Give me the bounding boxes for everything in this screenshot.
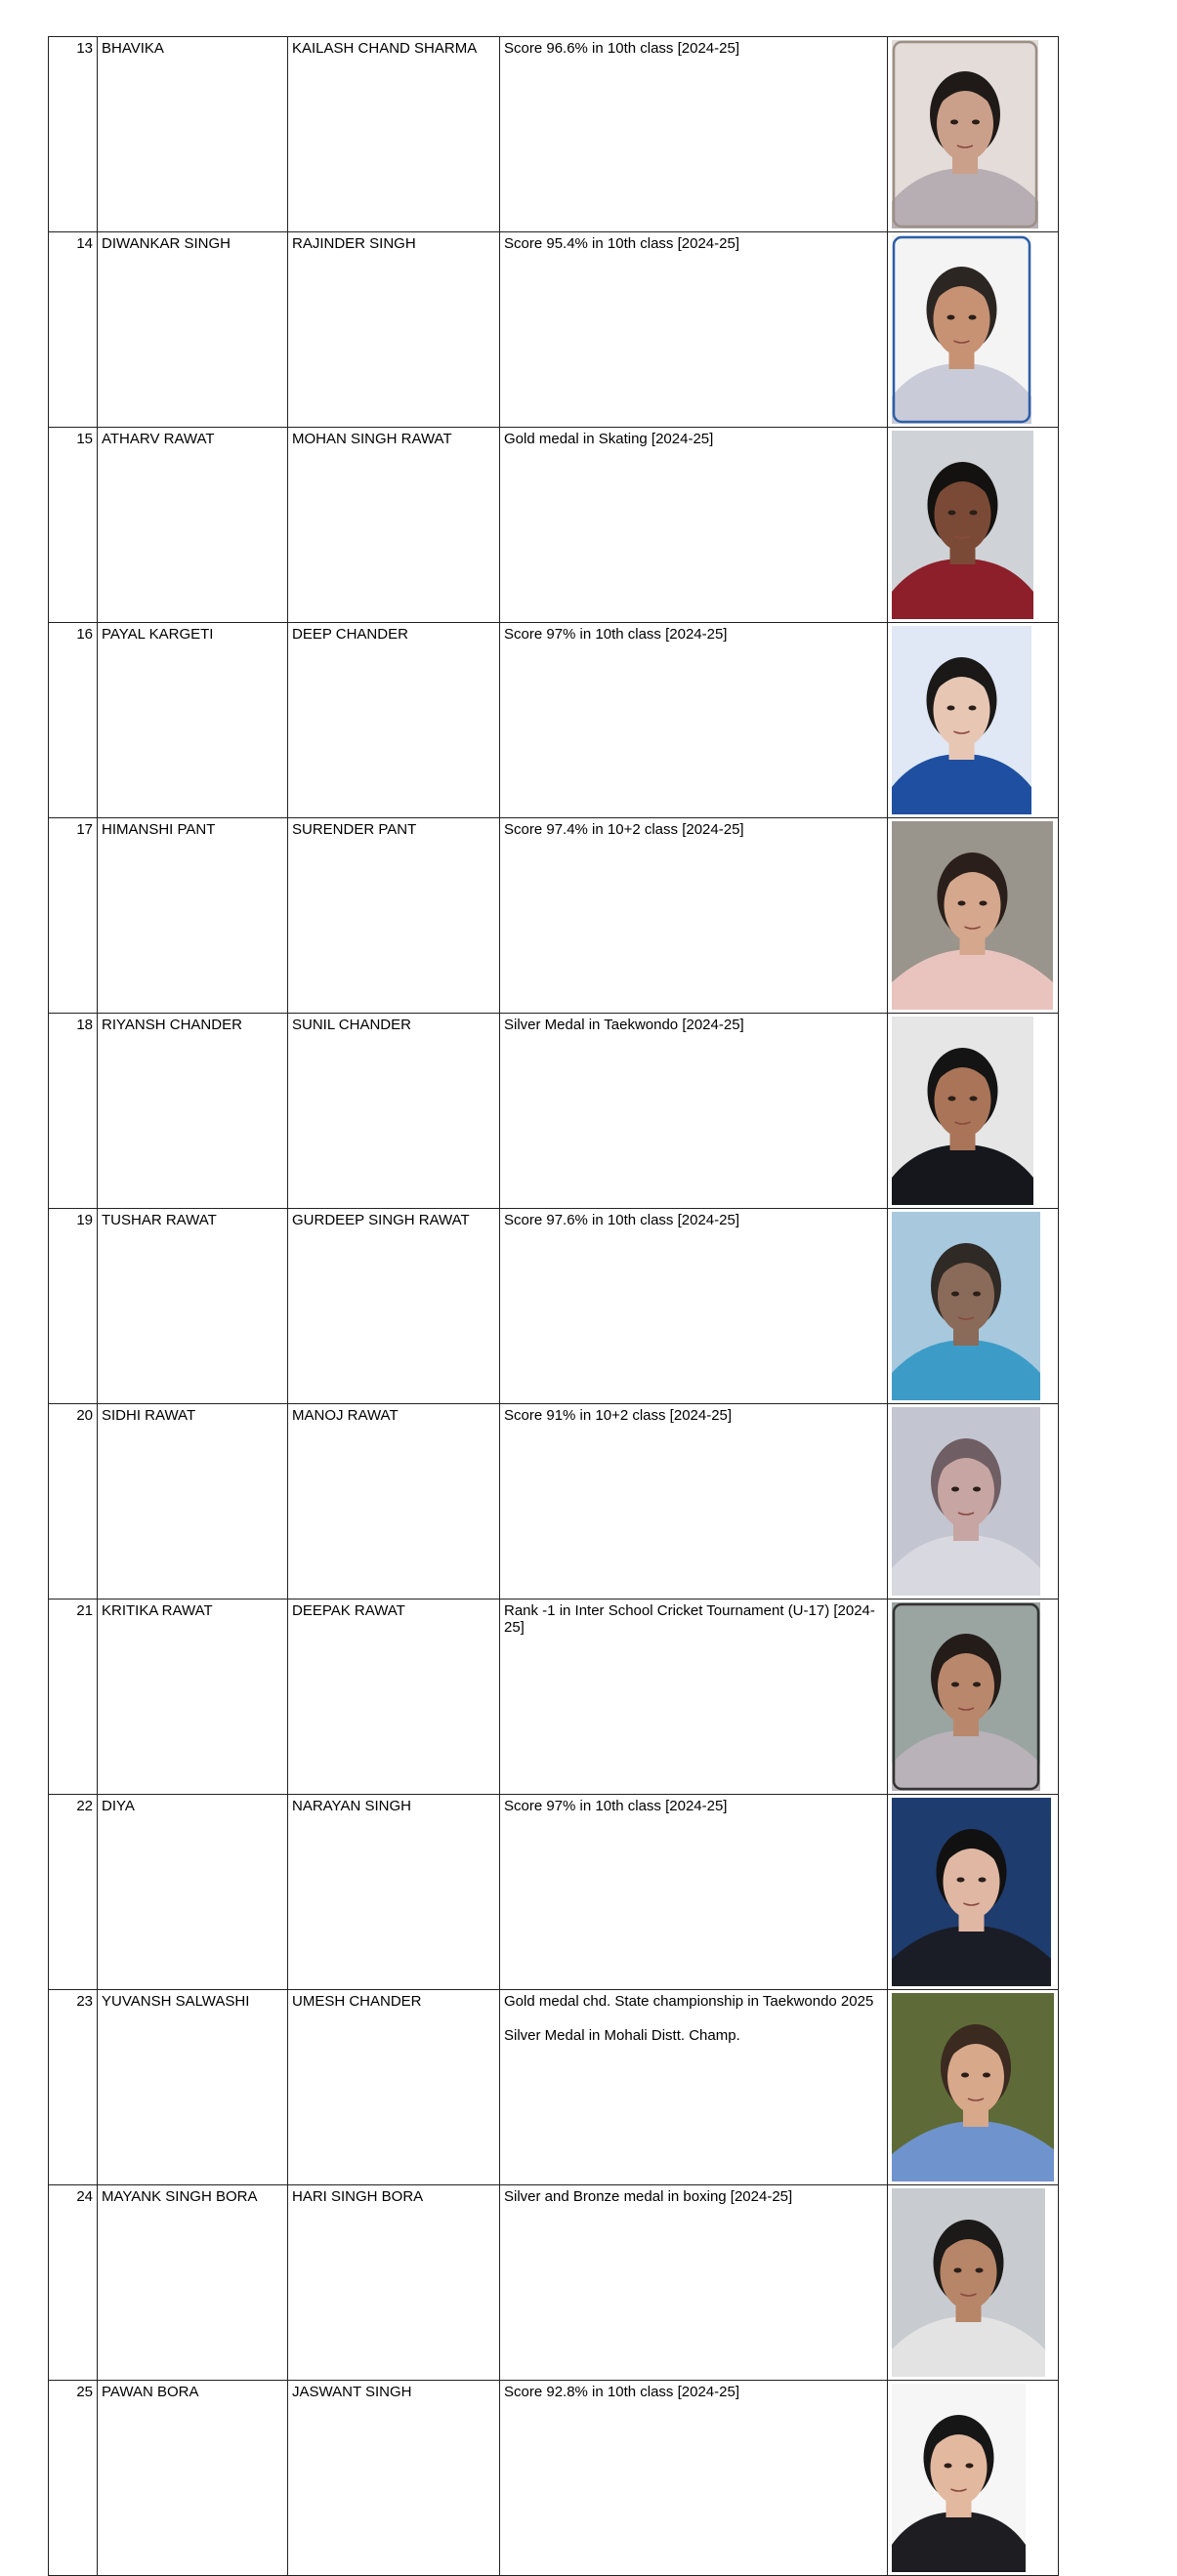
achievement-cell bbox=[500, 1990, 888, 2185]
achievement-cell bbox=[500, 1209, 888, 1404]
student-photo bbox=[892, 626, 1054, 814]
serial-number-cell bbox=[49, 818, 98, 1014]
student-photo bbox=[892, 1212, 1054, 1400]
achievement-cell bbox=[500, 2185, 888, 2381]
parent-name: UMESH CHANDER bbox=[292, 1993, 422, 2010]
parent-name: JASWANT SINGH bbox=[292, 2384, 412, 2400]
parent-name: GURDEEP SINGH RAWAT bbox=[292, 1212, 470, 1228]
photo-cell bbox=[888, 1795, 1059, 1990]
photo-cell bbox=[888, 1600, 1059, 1795]
achievement-cell bbox=[500, 623, 888, 818]
serial-number: 15 bbox=[76, 431, 93, 447]
student-photo bbox=[892, 2188, 1054, 2377]
achievement-cell bbox=[500, 232, 888, 428]
photo-cell bbox=[888, 818, 1059, 1014]
student-name: YUVANSH SALWASHI bbox=[102, 1993, 250, 2010]
table-row bbox=[49, 1990, 1059, 2185]
table-row bbox=[49, 1600, 1059, 1795]
table-row bbox=[49, 428, 1059, 623]
parent-name-cell bbox=[288, 1404, 500, 1600]
student-name-cell bbox=[98, 1990, 288, 2185]
serial-number-cell bbox=[49, 37, 98, 232]
achievement-text: Score 97% in 10th class [2024-25] bbox=[504, 1798, 728, 1814]
student-name: HIMANSHI PANT bbox=[102, 821, 216, 838]
table-row bbox=[49, 2185, 1059, 2381]
photo-cell bbox=[888, 37, 1059, 232]
table-row bbox=[49, 1209, 1059, 1404]
student-name-cell bbox=[98, 1600, 288, 1795]
student-name: DIWANKAR SINGH bbox=[102, 235, 231, 252]
achievement-cell bbox=[500, 428, 888, 623]
student-name: PAWAN BORA bbox=[102, 2384, 199, 2400]
achievement-cell bbox=[500, 1014, 888, 1209]
serial-number-cell bbox=[49, 1600, 98, 1795]
photo-cell bbox=[888, 428, 1059, 623]
achievement-text: Score 97% in 10th class [2024-25] bbox=[504, 626, 728, 643]
serial-number: 22 bbox=[76, 1798, 93, 1814]
parent-name: HARI SINGH BORA bbox=[292, 2188, 424, 2205]
student-photo bbox=[892, 1602, 1054, 1791]
records-table bbox=[48, 36, 1059, 2576]
parent-name: MOHAN SINGH RAWAT bbox=[292, 431, 452, 447]
parent-name-cell bbox=[288, 37, 500, 232]
serial-number: 13 bbox=[76, 40, 93, 57]
parent-name: RAJINDER SINGH bbox=[292, 235, 416, 252]
photo-cell bbox=[888, 2185, 1059, 2381]
serial-number: 16 bbox=[76, 626, 93, 643]
serial-number-cell bbox=[49, 623, 98, 818]
achievement-text: Gold medal chd. State championship in Taekwondo 2025 Silver Medal in Mohali Distt. Champ. bbox=[504, 1993, 874, 2044]
table-row bbox=[49, 1795, 1059, 1990]
serial-number: 23 bbox=[76, 1993, 93, 2010]
student-photo bbox=[892, 1798, 1054, 1986]
student-name-cell bbox=[98, 1209, 288, 1404]
table-row bbox=[49, 1404, 1059, 1600]
table-row bbox=[49, 1014, 1059, 1209]
student-name: TUSHAR RAWAT bbox=[102, 1212, 217, 1228]
student-photo bbox=[892, 1017, 1054, 1205]
parent-name-cell bbox=[288, 623, 500, 818]
student-name-cell bbox=[98, 232, 288, 428]
serial-number-cell bbox=[49, 2381, 98, 2576]
serial-number: 24 bbox=[76, 2188, 93, 2205]
parent-name-cell bbox=[288, 1795, 500, 1990]
achievement-cell bbox=[500, 1795, 888, 1990]
student-name: RIYANSH CHANDER bbox=[102, 1017, 242, 1033]
student-name: SIDHI RAWAT bbox=[102, 1407, 196, 1424]
student-photo bbox=[892, 821, 1054, 1010]
parent-name: DEEP CHANDER bbox=[292, 626, 408, 643]
parent-name: SURENDER PANT bbox=[292, 821, 417, 838]
student-photo bbox=[892, 40, 1054, 229]
achievement-text: Silver Medal in Taekwondo [2024-25] bbox=[504, 1017, 744, 1033]
serial-number-cell bbox=[49, 1795, 98, 1990]
achievement-cell bbox=[500, 2381, 888, 2576]
parent-name: MANOJ RAWAT bbox=[292, 1407, 399, 1424]
student-photo bbox=[892, 235, 1054, 424]
achievement-text: Score 97.4% in 10+2 class [2024-25] bbox=[504, 821, 744, 838]
student-photo bbox=[892, 1407, 1054, 1596]
table-row bbox=[49, 2381, 1059, 2576]
serial-number-cell bbox=[49, 1404, 98, 1600]
achievement-text: Score 95.4% in 10th class [2024-25] bbox=[504, 235, 739, 252]
parent-name-cell bbox=[288, 1600, 500, 1795]
photo-cell bbox=[888, 2381, 1059, 2576]
photo-cell bbox=[888, 1014, 1059, 1209]
records-table-body bbox=[49, 37, 1059, 2576]
student-photo bbox=[892, 2384, 1054, 2572]
achievement-cell bbox=[500, 37, 888, 232]
serial-number-cell bbox=[49, 1990, 98, 2185]
serial-number: 20 bbox=[76, 1407, 93, 1424]
table-row bbox=[49, 818, 1059, 1014]
student-name: DIYA bbox=[102, 1798, 135, 1814]
serial-number-cell bbox=[49, 1209, 98, 1404]
parent-name-cell bbox=[288, 1209, 500, 1404]
serial-number-cell bbox=[49, 232, 98, 428]
parent-name-cell bbox=[288, 1990, 500, 2185]
student-photo bbox=[892, 1993, 1054, 2181]
student-name-cell bbox=[98, 37, 288, 232]
achievement-text: Rank -1 in Inter School Cricket Tournament (U-17) [2024-25] bbox=[504, 1602, 875, 1637]
student-name-cell bbox=[98, 428, 288, 623]
photo-cell bbox=[888, 623, 1059, 818]
parent-name-cell bbox=[288, 1014, 500, 1209]
achievement-text: Silver and Bronze medal in boxing [2024-25] bbox=[504, 2188, 793, 2205]
parent-name: DEEPAK RAWAT bbox=[292, 1602, 405, 1619]
achievement-cell bbox=[500, 818, 888, 1014]
achievement-text: Gold medal in Skating [2024-25] bbox=[504, 431, 714, 447]
achievement-text: Score 97.6% in 10th class [2024-25] bbox=[504, 1212, 739, 1228]
parent-name-cell bbox=[288, 428, 500, 623]
serial-number: 19 bbox=[76, 1212, 93, 1228]
parent-name-cell bbox=[288, 2381, 500, 2576]
parent-name: SUNIL CHANDER bbox=[292, 1017, 411, 1033]
serial-number: 21 bbox=[76, 1602, 93, 1619]
student-name-cell bbox=[98, 2381, 288, 2576]
parent-name-cell bbox=[288, 232, 500, 428]
student-name: BHAVIKA bbox=[102, 40, 164, 57]
serial-number-cell bbox=[49, 1014, 98, 1209]
photo-cell bbox=[888, 1209, 1059, 1404]
student-photo bbox=[892, 431, 1054, 619]
student-name-cell bbox=[98, 818, 288, 1014]
achievement-cell bbox=[500, 1600, 888, 1795]
student-name: ATHARV RAWAT bbox=[102, 431, 215, 447]
achievement-text: Score 92.8% in 10th class [2024-25] bbox=[504, 2384, 739, 2400]
serial-number: 17 bbox=[76, 821, 93, 838]
serial-number: 25 bbox=[76, 2384, 93, 2400]
table-row bbox=[49, 623, 1059, 818]
achievement-cell bbox=[500, 1404, 888, 1600]
serial-number-cell bbox=[49, 428, 98, 623]
photo-cell bbox=[888, 1404, 1059, 1600]
photo-cell bbox=[888, 1990, 1059, 2185]
student-name-cell bbox=[98, 1404, 288, 1600]
parent-name: KAILASH CHAND SHARMA bbox=[292, 40, 478, 57]
serial-number-cell bbox=[49, 2185, 98, 2381]
student-name-cell bbox=[98, 623, 288, 818]
student-name-cell bbox=[98, 1014, 288, 1209]
serial-number: 14 bbox=[76, 235, 93, 252]
parent-name: NARAYAN SINGH bbox=[292, 1798, 411, 1814]
student-name-cell bbox=[98, 1795, 288, 1990]
achievement-text: Score 91% in 10+2 class [2024-25] bbox=[504, 1407, 733, 1424]
parent-name-cell bbox=[288, 818, 500, 1014]
achievement-text: Score 96.6% in 10th class [2024-25] bbox=[504, 40, 739, 57]
table-row bbox=[49, 232, 1059, 428]
photo-cell bbox=[888, 232, 1059, 428]
table-row bbox=[49, 37, 1059, 232]
student-name-cell bbox=[98, 2185, 288, 2381]
serial-number: 18 bbox=[76, 1017, 93, 1033]
student-name: KRITIKA RAWAT bbox=[102, 1602, 213, 1619]
student-name: MAYANK SINGH BORA bbox=[102, 2188, 258, 2205]
parent-name-cell bbox=[288, 2185, 500, 2381]
student-name: PAYAL KARGETI bbox=[102, 626, 214, 643]
